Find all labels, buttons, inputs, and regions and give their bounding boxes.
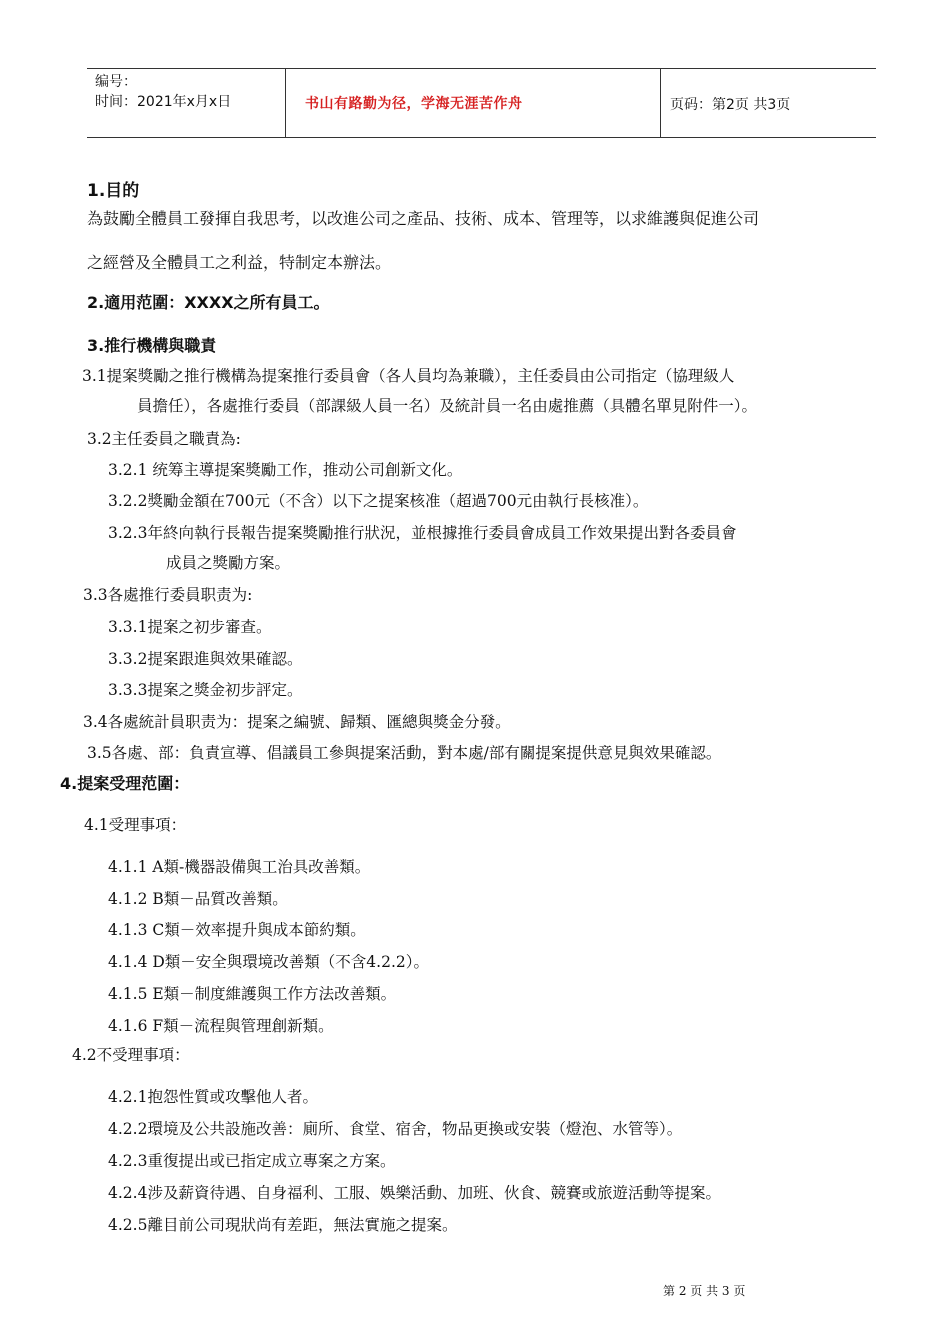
section-3-title: 3.推行機構與職責 [87,336,217,355]
item-3-2-3-line-1: 3.2.3年終向執行長報告提案獎勵推行狀況，並根據推行委員會成員工作效果提出對各委員會 [108,524,737,542]
document-number-label: 编号： [95,74,137,90]
document-time-label: 时间：2021年x月x日 [95,94,232,110]
item-4-2-3: 4.2.3重復提出或已指定成立專案之方案。 [108,1152,396,1170]
item-3-1-line-2: 員擔任），各處推行委員（部課級人員一名）及統計員一名由處推薦（具體名單見附件一）。 [137,397,758,415]
document-header [87,68,876,138]
page-footer: 第 2 页 共 3 页 [663,1284,746,1298]
item-4-2: 4.2不受理事項： [72,1046,190,1064]
item-3-3-1: 3.3.1提案之初步審查。 [108,618,272,636]
item-4-1-3: 4.1.3 C類－效率提升與成本節約類。 [108,921,366,939]
item-3-1-line-1: 3.1提案獎勵之推行機構為提案推行委員會（各人員均為兼職），主任委員由公司指定（協理級人 [82,367,735,385]
item-4-2-2: 4.2.2環境及公共設施改善：廁所、食堂、宿舍，物品更換或安裝（燈泡、水管等）。 [108,1120,683,1138]
item-3-3-3: 3.3.3提案之獎金初步評定。 [108,681,303,699]
section-1-paragraph-line-2: 之經營及全體員工之利益，特制定本辦法。 [87,253,392,272]
item-4-1-6: 4.1.6 F類－流程與管理創新類。 [108,1017,334,1035]
item-3-2: 3.2主任委員之職責為: [87,430,241,448]
item-3-4: 3.4各處統計員职责为：提案之編號、歸類、匯總與獎金分發。 [83,713,511,731]
section-2-title: 2.適用范圍：XXXX之所有員工。 [87,293,330,312]
item-4-2-4: 4.2.4涉及薪資待遇、自身福利、工服、娛樂活動、加班、伙食、競賽或旅遊活動等提案。 [108,1184,721,1202]
section-1-paragraph-line-1: 為鼓勵全體員工發揮自我思考，以改進公司之產品、技術、成本、管理等，以求維護與促進公司 [87,209,760,228]
item-4-1: 4.1受理事項： [84,816,187,834]
item-4-1-2: 4.1.2 B類－品質改善類。 [108,890,288,908]
item-4-2-5: 4.2.5離目前公司現狀尚有差距，無法實施之提案。 [108,1216,458,1234]
section-1-title: 1.目的 [87,181,140,201]
item-4-1-5: 4.1.5 E類－制度維護與工作方法改善類。 [108,985,397,1003]
item-4-2-1: 4.2.1抱怨性質或攻擊他人者。 [108,1088,318,1106]
section-4-title: 4.提案受理范圍： [60,774,190,793]
item-3-2-2: 3.2.2獎勵金額在700元（不含）以下之提案核准（超過700元由執行長核准）。 [108,492,649,510]
item-3-2-3-line-2: 成員之獎勵方案。 [166,554,291,572]
item-3-2-1: 3.2.1 统筹主導提案獎勵工作，推动公司創新文化。 [108,461,463,479]
item-3-5: 3.5各處、部：負責宣導、倡議員工參與提案活動，對本處/部有關提案提供意見與效果確認。 [87,744,722,762]
header-divider [660,69,661,137]
header-motto: 书山有路勤为径，学海无涯苦作舟 [305,96,523,112]
page-number-label: 页码：第2页 共3页 [670,97,791,113]
item-4-1-1: 4.1.1 A類-機器設備與工治具改善類。 [108,858,371,876]
header-divider [285,69,286,137]
item-3-3-2: 3.3.2提案跟進與效果確認。 [108,650,303,668]
item-4-1-4: 4.1.4 D類－安全與環境改善類（不含4.2.2）。 [108,953,429,971]
item-3-3: 3.3各處推行委員职责为: [83,586,253,604]
